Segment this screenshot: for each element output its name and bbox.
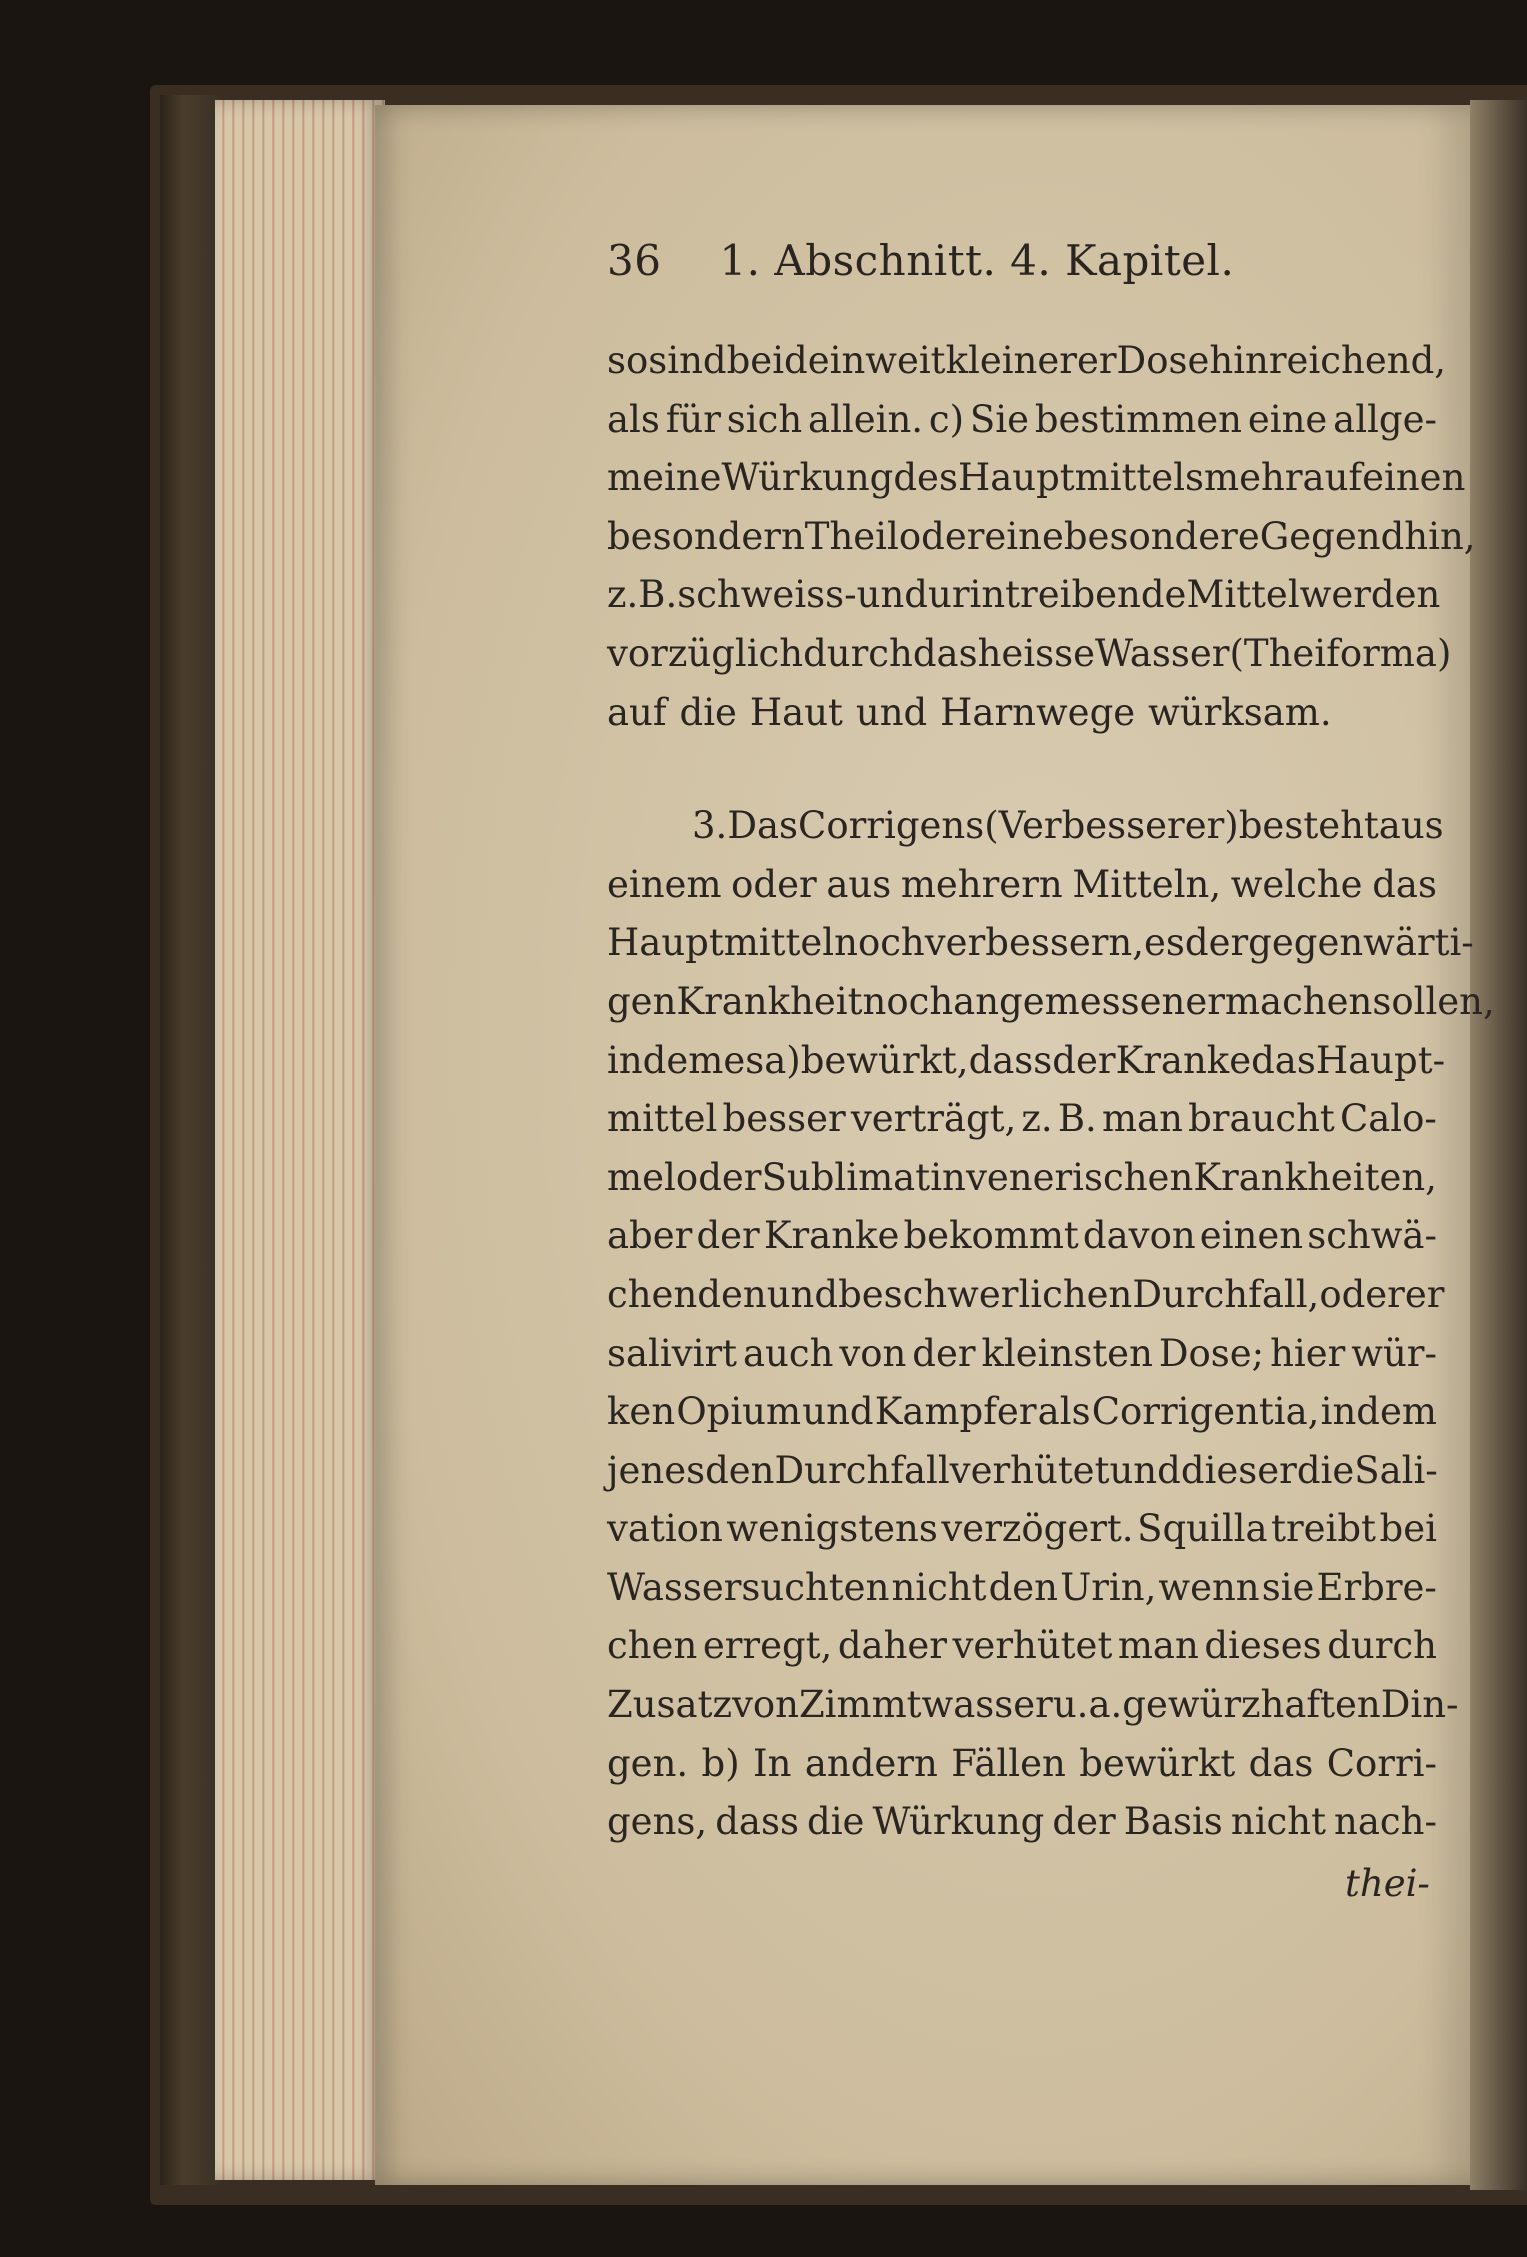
text-line: aber der Kranke bekommt davon einen schwä- <box>607 1214 1437 1258</box>
paragraph-1 <box>607 332 1476 742</box>
gutter-shadow <box>1470 100 1527 2190</box>
text-line: chen erregt, daher verhütet man dieses durch <box>607 1624 1437 1668</box>
text-line: mittel besser verträgt, z. B. man braucht Calo- <box>607 1097 1437 1141</box>
text-line: jenes den Durchfall verhütet und dieser die Sali- <box>607 1448 1438 1492</box>
running-head <box>607 236 1407 296</box>
text-line: vorzüglich durch das heisse Wasser (Theiforma) <box>607 631 1452 675</box>
text-line: z. B. schweiss- und urintreibende Mittel werden <box>607 573 1441 617</box>
text-line: mel oder Sublimat in venerischen Krankheiten, <box>607 1155 1437 1199</box>
body-text <box>607 332 1495 1852</box>
paragraph-2 <box>607 797 1495 1852</box>
text-line: gen Krankheit noch angemessener machen sollen, <box>607 979 1495 1023</box>
page-number: 36 <box>607 236 662 285</box>
text-line: indem es a) bewürkt, dass der Kranke das Haupt- <box>607 1038 1446 1082</box>
text-line: salivirt auch von der kleinsten Dose; hier wür- <box>607 1331 1437 1375</box>
text-line: gens, dass die Würkung der Basis nicht nach- <box>607 1800 1437 1844</box>
page-stack-edges <box>215 100 385 2180</box>
text-line: so sind beide in weit kleinerer Dose hinreichend, <box>607 339 1447 382</box>
cover-board-edge <box>160 95 220 2185</box>
catchword: thei- <box>1345 1862 1430 1905</box>
text-line: Hauptmittel noch verbessern, es der gegenwärti- <box>607 921 1474 965</box>
text-line: einem oder aus mehrern Mitteln, welche das <box>607 862 1437 906</box>
text-line: chenden und beschwerlichen Durchfall, oder er <box>607 1272 1445 1316</box>
text-line: Zusatz von Zimmtwasser u. a. gewürzhaften Din- <box>607 1683 1459 1727</box>
text-line: meine Würkung des Hauptmittels mehr auf einen <box>607 456 1466 500</box>
text-line: auf die Haut und Harnwege würksam. <box>607 690 1332 734</box>
text-line: ken Opium und Kampfer als Corrigentia, indem <box>607 1390 1437 1434</box>
text-line: gen. b) In andern Fällen bewürkt das Corri- <box>607 1741 1437 1785</box>
text-line: 3. Das Corrigens (Verbesserer) besteht aus <box>692 804 1444 848</box>
section-title: 1. Abschnitt. 4. Kapitel. <box>719 236 1235 285</box>
text-line: vation wenigstens verzögert. Squilla treibt bei <box>607 1507 1437 1551</box>
text-line: besondern Theil oder eine besondere Gegend hin, <box>607 514 1476 558</box>
text-line: als für sich allein. c) Sie bestimmen eine allge- <box>607 397 1437 441</box>
paragraph-gap <box>607 742 1437 797</box>
text-line: Wassersuchten nicht den Urin, wenn sie Erbre- <box>607 1565 1437 1609</box>
